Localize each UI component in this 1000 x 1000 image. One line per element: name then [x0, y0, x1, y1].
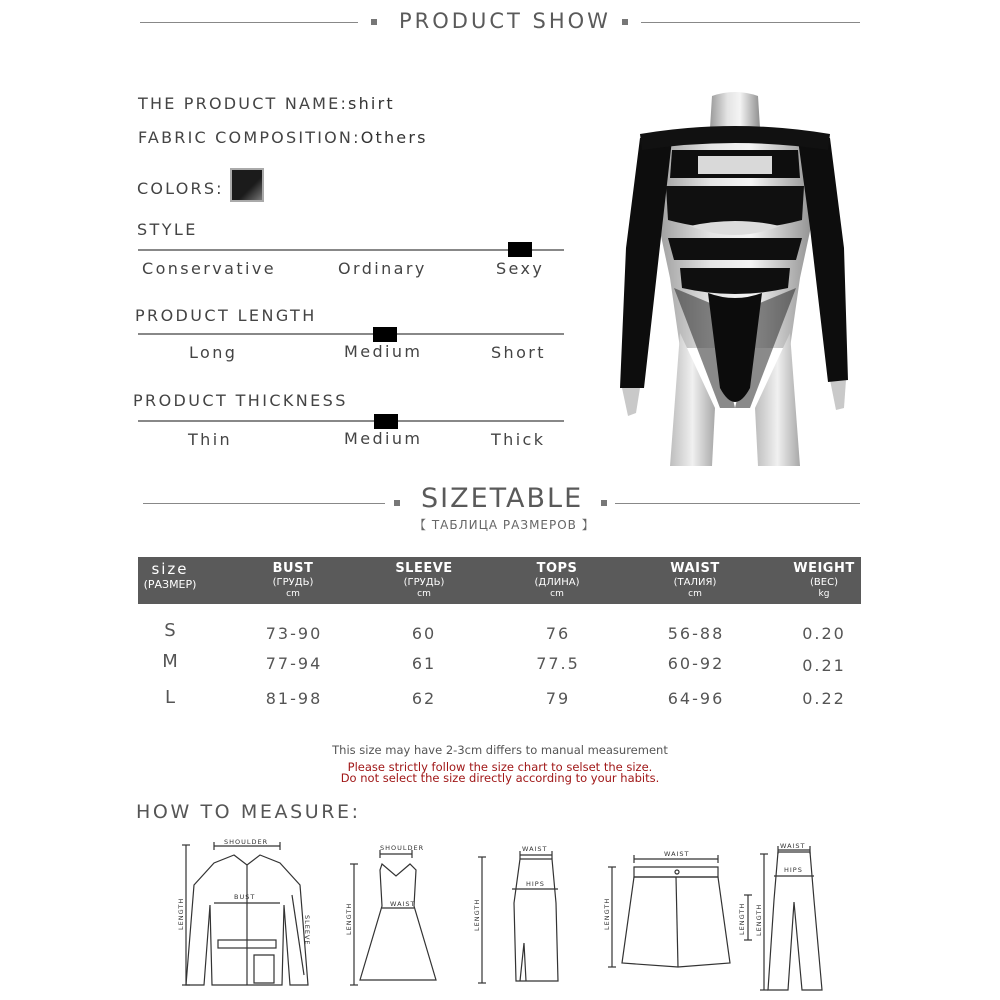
header-sleeve-main: SLEEVE: [395, 561, 453, 576]
header-waist: [645, 557, 745, 604]
header-tops-ru: (ДЛИНА): [534, 577, 580, 588]
thickness-scale-line: [138, 420, 564, 422]
pants-hips-label: HIPS: [784, 866, 803, 874]
fabric-row: [138, 128, 428, 147]
length-title: PRODUCT LENGTH: [135, 306, 317, 325]
sizetable-dot-right: [601, 500, 607, 506]
table-cell: 60-92: [667, 654, 725, 673]
style-option-ordinary: Ordinary: [338, 259, 427, 278]
table-cell: S: [164, 620, 176, 641]
table-cell: 76: [545, 624, 571, 643]
table-cell: 0.20: [802, 624, 846, 643]
table-cell: 0.21: [802, 656, 846, 675]
mini-skirt-side-length-label: LENGTH: [738, 902, 746, 935]
sizetable-line-left: [143, 503, 385, 504]
header-tops-main: TOPS: [536, 561, 578, 576]
header-line-right: [641, 22, 860, 23]
product-show-title: PRODUCT SHOW: [399, 9, 611, 33]
header-waist-ru: (ТАЛИЯ): [673, 577, 717, 588]
table-cell: L: [164, 687, 176, 708]
length-scale-marker: [373, 327, 397, 342]
product-name-row: [138, 94, 395, 113]
header-weight-unit: kg: [818, 589, 830, 599]
style-option-sexy: Sexy: [496, 259, 545, 278]
table-cell: 77-94: [265, 654, 323, 673]
header-waist-main: WAIST: [670, 561, 720, 576]
length-option-long: Long: [189, 343, 238, 362]
table-cell: 56-88: [667, 624, 725, 643]
sizetable-subtitle: 【 ТАБЛИЦА РАЗМЕРОВ 】: [414, 518, 595, 532]
header-dot-left: [371, 19, 377, 25]
mini-skirt-measure-diagram: [598, 845, 758, 975]
header-bust-ru: (ГРУДЬ): [272, 577, 314, 588]
thickness-option-medium: Medium: [344, 429, 423, 448]
style-option-conservative: Conservative: [142, 259, 276, 278]
mini-skirt-waist-label: WAIST: [664, 850, 690, 858]
size-table-header: [138, 557, 861, 604]
thickness-option-thick: Thick: [491, 430, 546, 449]
table-cell: 81-98: [265, 689, 323, 708]
skirt-measure-diagram: [468, 843, 568, 990]
table-cell: 64-96: [667, 689, 725, 708]
header-size-main: size: [151, 560, 189, 578]
how-to-measure-title: HOW TO MEASURE:: [136, 801, 361, 823]
product-photo-bodysuit: [600, 88, 870, 466]
style-title: STYLE: [137, 220, 198, 239]
dress-shoulder-label: SHOULDER: [380, 844, 425, 852]
skirt-length-label: LENGTH: [473, 898, 481, 931]
sizetable-line-right: [615, 503, 860, 504]
table-cell: 60: [411, 624, 437, 643]
table-cell: 62: [411, 689, 437, 708]
thickness-title: PRODUCT THICKNESS: [133, 391, 348, 410]
skirt-waist-label: WAIST: [522, 845, 548, 853]
note-habits: Do not select the size directly according to your habits.: [340, 771, 660, 785]
jacket-measure-diagram: [172, 835, 322, 995]
product-name-label: THE PRODUCT NAME:: [138, 94, 349, 113]
colors-label: COLORS:: [137, 179, 224, 198]
header-sleeve-ru: (ГРУДЬ): [403, 577, 445, 588]
header-bust: [243, 557, 343, 604]
header-bust-unit: cm: [286, 589, 300, 599]
pants-waist-label: WAIST: [780, 842, 806, 850]
table-cell: 73-90: [265, 624, 323, 643]
header-waist-unit: cm: [688, 589, 702, 599]
header-weight-main: WEIGHT: [793, 561, 855, 576]
note-measurement: This size may have 2-3cm differs to manual measurement: [332, 743, 668, 757]
jacket-shoulder-label: SHOULDER: [224, 838, 269, 846]
note-follow-chart: Please strictly follow the size chart to selset the size.: [347, 760, 653, 774]
jacket-sleeve-label: SLEEVE: [303, 915, 311, 946]
pants-measure-diagram: [750, 840, 840, 995]
table-cell: 77.5: [536, 654, 580, 673]
jacket-length-label: LENGTH: [177, 897, 185, 930]
header-size: [138, 557, 202, 604]
dress-length-label: LENGTH: [345, 902, 353, 935]
table-cell: M: [162, 651, 178, 672]
length-option-short: Short: [491, 343, 546, 362]
jacket-bust-label: BUST: [234, 893, 256, 901]
header-weight: [774, 557, 874, 604]
color-swatch-black[interactable]: [230, 168, 264, 202]
product-name-value: shirt: [348, 94, 395, 113]
skirt-hips-label: HIPS: [526, 880, 545, 888]
dress-waist-label: WAIST: [390, 900, 416, 908]
style-scale-line: [138, 249, 564, 251]
length-option-medium: Medium: [344, 342, 423, 361]
header-sleeve: [374, 557, 474, 604]
header-bust-main: BUST: [272, 561, 314, 576]
header-tops-unit: cm: [550, 589, 564, 599]
table-cell: 0.22: [802, 689, 846, 708]
fabric-label: FABRIC COMPOSITION:: [138, 128, 361, 147]
header-weight-ru: (ВЕС): [810, 577, 838, 588]
table-cell: 61: [411, 654, 437, 673]
header-dot-right: [622, 19, 628, 25]
header-sleeve-unit: cm: [417, 589, 431, 599]
header-tops: [507, 557, 607, 604]
sizetable-title: SIZETABLE: [421, 483, 584, 514]
mini-skirt-length-label: LENGTH: [603, 897, 611, 930]
thickness-option-thin: Thin: [188, 430, 233, 449]
fabric-value: Others: [360, 128, 428, 147]
pants-length-label: LENGTH: [755, 903, 763, 936]
header-line-left: [140, 22, 358, 23]
header-size-ru: (РАЗМЕР): [143, 578, 197, 591]
dress-measure-diagram: [340, 840, 450, 990]
style-scale-marker: [508, 242, 532, 257]
thickness-scale-marker: [374, 414, 398, 429]
sizetable-dot-left: [394, 500, 400, 506]
table-cell: 79: [545, 689, 571, 708]
length-scale-line: [138, 333, 564, 335]
